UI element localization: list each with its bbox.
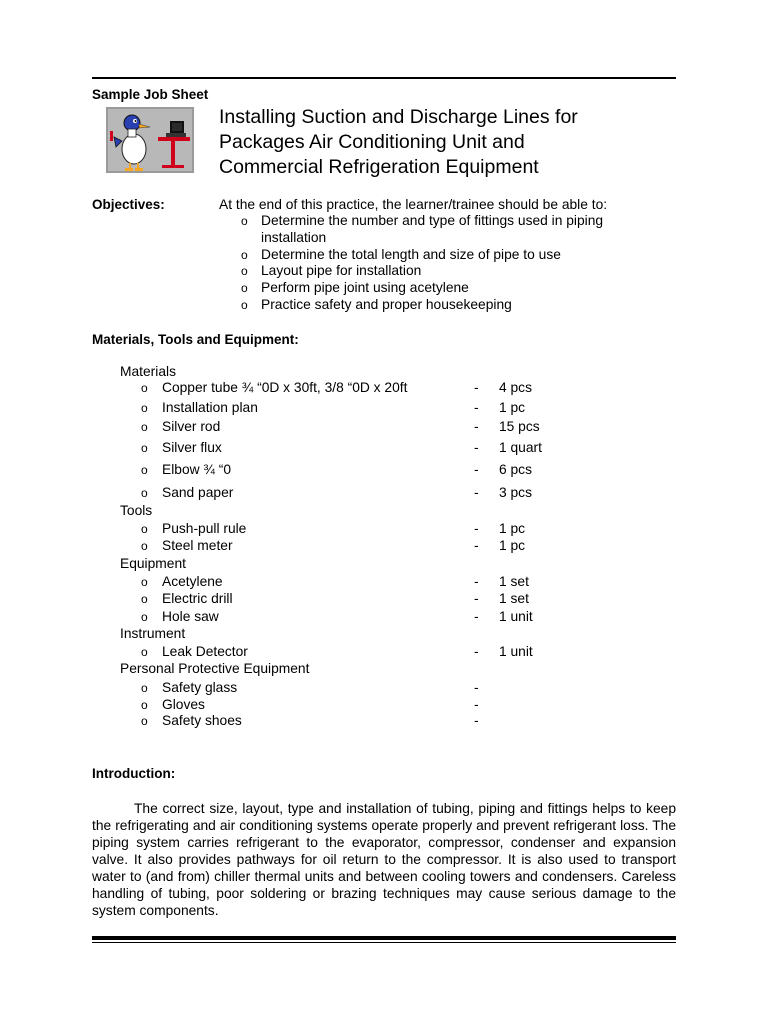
bullet-icon: o [241,264,248,279]
title-line: Packages Air Conditioning Unit and [219,131,525,153]
dash-separator: - [474,697,479,712]
item-name: Safety shoes [162,713,242,728]
list-item [141,538,601,556]
item-name: Push-pull rule [162,521,247,536]
objective-item [241,247,641,264]
item-name: Leak Detector [162,644,248,659]
item-name: Electric drill [162,591,233,606]
page-title [219,105,679,180]
category-tools: Tools [120,503,153,518]
objective-text: Determine the number and type of fittings used in piping installation [261,213,604,245]
objective-item [241,213,641,247]
list-item [141,440,601,458]
dash-separator: - [474,680,479,695]
dash-separator: - [474,440,479,455]
list-item [141,591,601,609]
objective-item [241,263,641,280]
dash-separator: - [474,644,479,659]
item-name: Steel meter [162,538,233,553]
objective-item [241,280,641,297]
dash-separator: - [474,591,479,606]
bullet-icon: o [141,539,148,553]
objective-text: Layout pipe for installation [261,263,422,279]
list-item [141,419,601,437]
item-quantity: 1 pc [499,400,526,415]
dash-separator: - [474,419,479,434]
bullet-icon: o [141,698,148,712]
item-name: Gloves [162,697,205,712]
category-equipment: Equipment [120,556,186,571]
item-quantity: 1 quart [499,440,542,455]
introduction-paragraph: The correct size, layout, type and installation of tubing, piping and fittings helps to keep the refrigerating and air conditioning systems operate properly and prevent refrigerant loss. The piping system carries refrigerant to the evaporator, compressor, condenser and expansion valve. It also provides pathways for oil return to the compressor. It is also used to transport water to (and from) chiller thermal units and between cooling towers and condensers. Careless handling of tubing, poor soldering or brazing techniques may cause serious damage to the system components. [92,801,676,918]
bullet-icon: o [141,486,148,500]
list-item [141,644,601,662]
item-name: Installation plan [162,400,258,415]
bullet-icon: o [241,281,248,296]
item-quantity: 6 pcs [499,462,532,477]
bullet-icon: o [141,645,148,659]
objective-text: Perform pipe joint using acetylene [261,280,469,296]
item-quantity: 1 set [499,591,529,606]
category-ppe: Personal Protective Equipment [120,661,310,676]
dash-separator: - [474,485,479,500]
bullet-icon: o [141,401,148,415]
bullet-icon: o [141,420,148,434]
bullet-icon: o [141,381,148,395]
list-item [141,574,601,592]
bullet-icon: o [241,214,248,228]
materials-tools-equipment-label: Materials, Tools and Equipment: [92,332,299,347]
dash-separator: - [474,521,479,536]
item-name: Hole saw [162,609,219,624]
bottom-rule-thin [92,942,676,943]
bullet-icon: o [141,463,148,477]
bullet-icon: o [141,714,148,728]
top-rule [92,77,676,79]
bullet-icon: o [141,681,148,695]
bullet-icon: o [141,441,148,455]
objectives-list [241,213,641,314]
item-name: Safety glass [162,680,238,695]
dash-separator: - [474,713,479,728]
item-name: Acetylene [162,574,223,589]
dash-separator: - [474,400,479,415]
dash-separator: - [474,538,479,553]
dash-separator: - [474,609,479,624]
item-name: Silver flux [162,440,222,455]
list-item [141,400,601,418]
bird-mascot-at-desk-icon [106,107,194,173]
list-item [141,713,601,731]
item-quantity: 3 pcs [499,485,532,500]
item-quantity: 1 unit [499,644,533,659]
list-item [141,609,601,627]
bullet-icon: o [141,522,148,536]
category-instrument: Instrument [120,626,186,641]
item-quantity: 1 pc [499,521,526,536]
objectives-intro: At the end of this practice, the learner/trainee should be able to: [219,197,608,212]
list-item [141,485,601,503]
item-name: Copper tube ¾ “0D x 30ft, 3/8 “0D x 20ft [162,380,408,395]
list-item [141,462,601,480]
item-name: Silver rod [162,419,221,434]
introduction-label: Introduction: [92,766,176,781]
item-quantity: 1 unit [499,609,533,624]
bullet-icon: o [141,610,148,624]
dash-separator: - [474,380,479,395]
bottom-rule-thick [92,936,676,940]
item-name: Sand paper [162,485,234,500]
objectives-label: Objectives: [92,197,165,212]
bullet-icon: o [241,247,248,262]
sheet-label: Sample Job Sheet [92,87,209,102]
item-quantity: 1 set [499,574,529,589]
dash-separator: - [474,462,479,477]
objective-text: Practice safety and proper housekeeping [261,296,512,312]
list-item [141,521,601,539]
item-quantity: 15 pcs [499,419,540,434]
list-item [141,380,601,398]
objective-text: Determine the total length and size of pipe to use [261,246,561,262]
title-line: Commercial Refrigeration Equipment [219,156,539,178]
bullet-icon: o [241,297,248,312]
title-line: Installing Suction and Discharge Lines for [219,106,578,128]
list-item [141,680,601,698]
bullet-icon: o [141,592,148,606]
item-quantity: 1 pc [499,538,526,553]
objective-item [241,297,641,314]
category-materials: Materials [120,364,176,379]
bullet-icon: o [141,575,148,589]
item-quantity: 4 pcs [499,380,532,395]
dash-separator: - [474,574,479,589]
item-name: Elbow ¾ “0 [162,462,232,477]
